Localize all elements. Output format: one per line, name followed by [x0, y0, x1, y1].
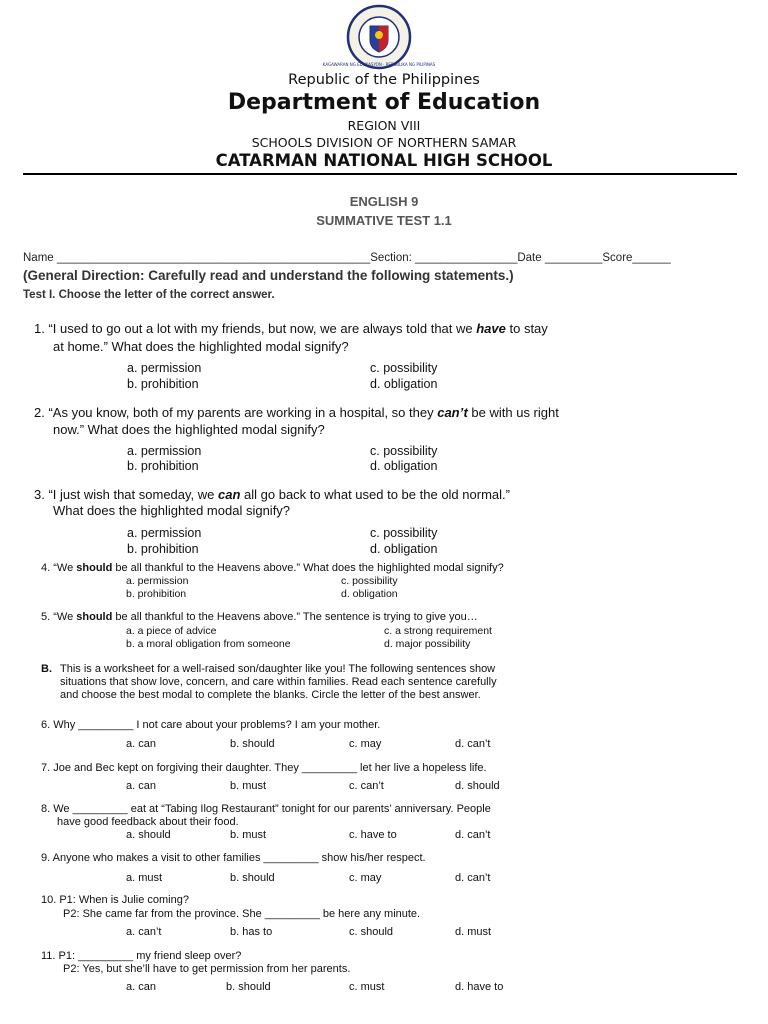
- q3-option-d[interactable]: d. obligation: [370, 542, 438, 556]
- q7-option-a[interactable]: a. can: [126, 780, 156, 792]
- question-11-line2: P2: Yes, but she’ll have to get permission from her parents.: [63, 963, 351, 975]
- question-8-line2: have good feedback about their food.: [57, 816, 239, 828]
- q3-option-a[interactable]: a. permission: [127, 526, 202, 540]
- republic-heading: Republic of the Philippines: [288, 72, 480, 88]
- q3-option-c[interactable]: c. possibility: [370, 526, 438, 540]
- q5-option-d[interactable]: d. major possibility: [384, 638, 471, 650]
- question-4: 4. “We should be all thankful to the Heavens above.” What does the highlighted modal signify?: [41, 562, 504, 574]
- q2-option-c[interactable]: c. possibility: [370, 444, 438, 458]
- part-b-instruction-1: This is a worksheet for a well-raised son/daughter like you! The following sentences show: [60, 663, 496, 675]
- q2-option-a[interactable]: a. permission: [127, 444, 202, 458]
- subject-title: ENGLISH 9: [349, 194, 419, 209]
- q4-option-c[interactable]: c. possibility: [341, 575, 398, 587]
- q10-option-d[interactable]: d. must: [455, 926, 492, 938]
- q5-option-a[interactable]: a. a piece of advice: [126, 625, 217, 637]
- question-2-line2: now.” What does the highlighted modal signify?: [53, 422, 325, 437]
- question-2: 2. “As you know, both of my parents are working in a hospital, so they can’t be with us right: [34, 405, 559, 420]
- q3-option-b[interactable]: b. prohibition: [127, 542, 199, 556]
- question-1-line2: at home.” What does the highlighted modal signify?: [53, 339, 349, 354]
- q11-option-a[interactable]: a. can: [126, 981, 156, 993]
- question-5: 5. “We should be all thankful to the Heavens above.” The sentence is trying to give you…: [41, 611, 478, 623]
- general-direction: (General Direction: Carefully read and understand the following statements.): [23, 268, 514, 283]
- highlighted-modal: should: [76, 562, 113, 574]
- question-9: 9. Anyone who makes a visit to other families _________ show his/her respect.: [41, 852, 426, 864]
- highlighted-modal: can’t: [437, 405, 468, 420]
- region-heading: REGION VIII: [347, 118, 421, 133]
- q1-option-b[interactable]: b. prohibition: [127, 377, 199, 391]
- school-heading: CATARMAN NATIONAL HIGH SCHOOL: [215, 151, 553, 170]
- question-3-line2: What does the highlighted modal signify?: [53, 503, 291, 518]
- question-1: 1. “I used to go out a lot with my friends, but now, we are always told that we have to stay: [34, 321, 548, 336]
- q4-option-d[interactable]: d. obligation: [341, 588, 398, 600]
- q1-option-a[interactable]: a. permission: [127, 361, 202, 375]
- q11-option-c[interactable]: c. must: [349, 981, 385, 993]
- q9-option-c[interactable]: c. may: [349, 872, 382, 884]
- q1-option-c[interactable]: c. possibility: [370, 361, 438, 375]
- test1-instruction: Test I. Choose the letter of the correct answer.: [23, 289, 275, 301]
- q11-option-b[interactable]: b. should: [226, 981, 271, 993]
- question-10-line2: P2: She came far from the province. She _________ be here any minute.: [63, 908, 421, 920]
- q8-option-d[interactable]: d. can’t: [455, 829, 491, 841]
- highlighted-modal: can: [218, 487, 241, 502]
- q5-option-c[interactable]: c. a strong requirement: [384, 625, 492, 637]
- q10-option-c[interactable]: c. should: [349, 926, 394, 938]
- q2-option-d[interactable]: d. obligation: [370, 459, 438, 473]
- deped-seal-logo: [322, 4, 436, 70]
- part-b-instruction-2: situations that show love, concern, and care within families. Read each sentence carefully: [60, 676, 497, 688]
- question-6: 6. Why _________ I not care about your problems? I am your mother.: [41, 719, 381, 731]
- q8-option-c[interactable]: c. have to: [349, 829, 397, 841]
- q8-option-a[interactable]: a. should: [126, 829, 171, 841]
- q1-option-d[interactable]: d. obligation: [370, 377, 438, 391]
- q11-option-d[interactable]: d. have to: [455, 981, 504, 993]
- q6-option-c[interactable]: c. may: [349, 738, 382, 750]
- q6-option-a[interactable]: a. can: [126, 738, 156, 750]
- test-title: SUMMATIVE TEST 1.1: [316, 213, 452, 228]
- question-3: 3. “I just wish that someday, we can all go back to what used to be the old normal.”: [34, 487, 510, 502]
- part-b-label: B.: [41, 663, 52, 675]
- question-10: 10. P1: When is Julie coming?: [41, 894, 189, 906]
- q2-option-b[interactable]: b. prohibition: [127, 459, 199, 473]
- highlighted-modal: have: [476, 321, 506, 336]
- q10-option-a[interactable]: a. can’t: [126, 926, 162, 938]
- q10-option-b[interactable]: b. has to: [230, 926, 273, 938]
- seal-text: KAGAWARAN NG EDUKASYON · REPUBLIKA NG PILIPINAS: [322, 62, 436, 67]
- highlighted-modal: should: [76, 611, 113, 623]
- student-info-line[interactable]: Name _________________________________________________Section: ________________Date _________Score______: [23, 252, 671, 264]
- q9-option-b[interactable]: b. should: [230, 872, 275, 884]
- q4-option-b[interactable]: b. prohibition: [126, 588, 187, 600]
- header-divider: [23, 173, 737, 175]
- question-7: 7. Joe and Bec kept on forgiving their daughter. They _________ let her live a hopeless life.: [41, 762, 487, 774]
- q7-option-d[interactable]: d. should: [455, 780, 500, 792]
- q6-option-b[interactable]: b. should: [230, 738, 275, 750]
- q6-option-d[interactable]: d. can’t: [455, 738, 491, 750]
- q4-option-a[interactable]: a. permission: [126, 575, 189, 587]
- question-8: 8. We _________ eat at “Tabing Ilog Restaurant” tonight for our parents’ anniversary. People: [41, 803, 491, 815]
- q9-option-d[interactable]: d. can’t: [455, 872, 491, 884]
- q7-option-b[interactable]: b. must: [230, 780, 267, 792]
- q5-option-b[interactable]: b. a moral obligation from someone: [126, 638, 291, 650]
- q8-option-b[interactable]: b. must: [230, 829, 267, 841]
- q9-option-a[interactable]: a. must: [126, 872, 163, 884]
- q7-option-c[interactable]: c. can’t: [349, 780, 384, 792]
- part-b-instruction-3: and choose the best modal to complete the blanks. Circle the letter of the best answer.: [60, 689, 481, 701]
- department-heading: Department of Education: [227, 90, 541, 115]
- division-heading: SCHOOLS DIVISION OF NORTHERN SAMAR: [251, 135, 517, 150]
- question-11: 11. P1: _________ my friend sleep over?: [41, 950, 242, 962]
